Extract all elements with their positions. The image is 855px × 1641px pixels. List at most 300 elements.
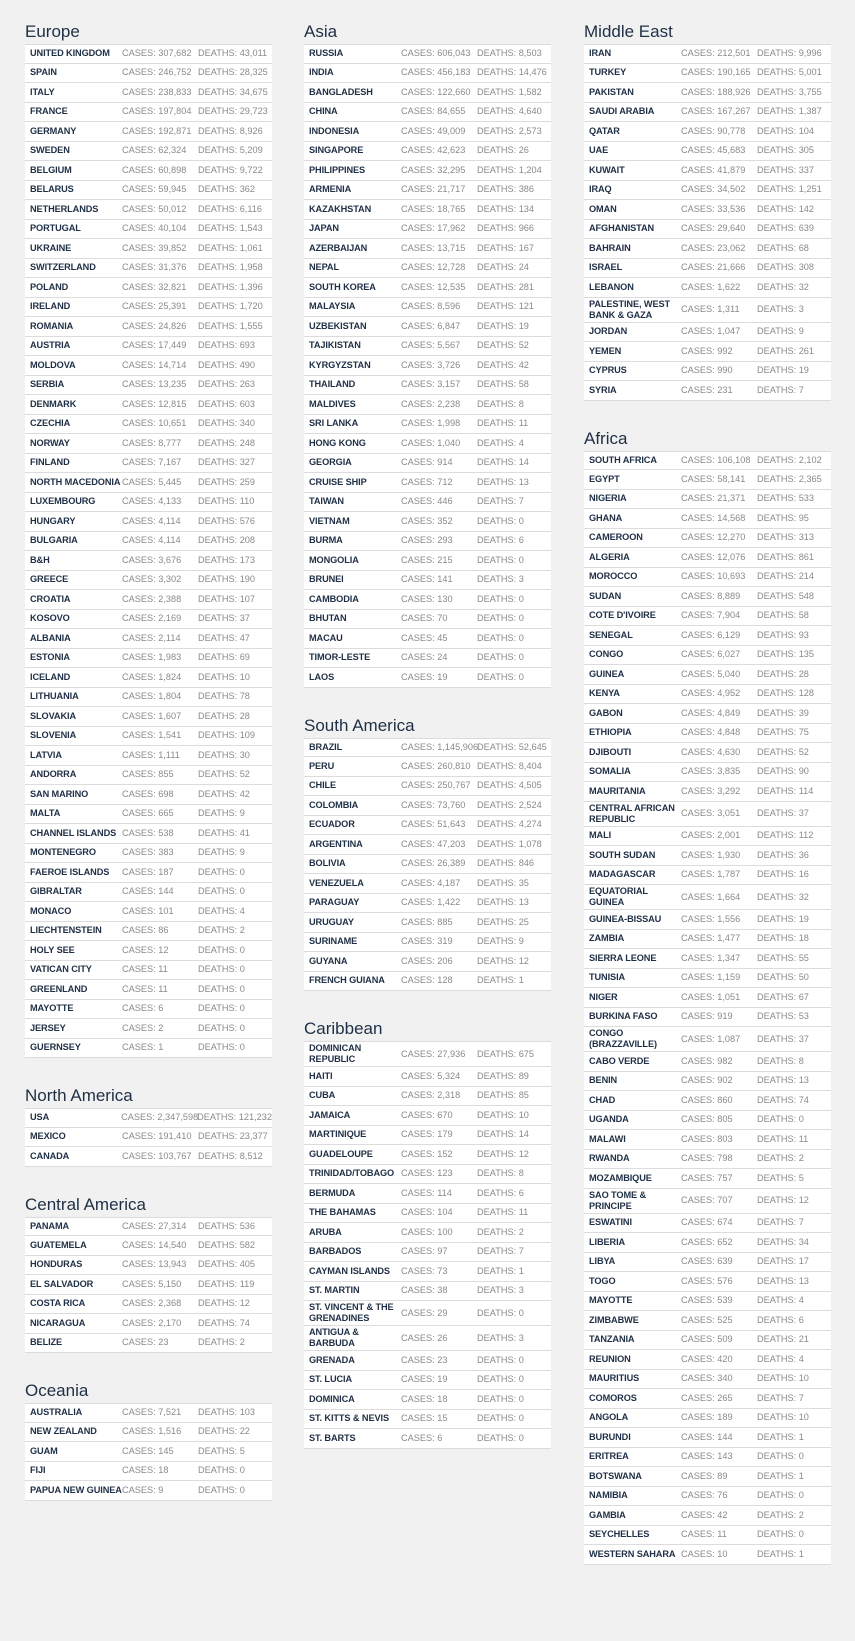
- cases-value: CASES: 1: [122, 1042, 164, 1053]
- country-name: MAURITIUS: [589, 1373, 640, 1384]
- country-name: ARGENTINA: [309, 838, 363, 849]
- deaths-value: DEATHS: 0: [198, 886, 245, 897]
- deaths-value: DEATHS: 548: [757, 590, 815, 601]
- table-row: [584, 1233, 831, 1253]
- cases-value: CASES: 5,567: [401, 340, 461, 351]
- country-name: LUXEMBOURG: [30, 496, 96, 507]
- cases-value: CASES: 17,962: [401, 223, 466, 234]
- deaths-value: DEATHS: 14: [477, 457, 529, 468]
- cases-value: CASES: 144: [122, 886, 174, 897]
- country-name: CAMBODIA: [309, 593, 359, 604]
- deaths-value: DEATHS: 16: [757, 869, 809, 880]
- country-name: WESTERN SAHARA: [589, 1548, 676, 1559]
- deaths-value: DEATHS: 74: [198, 1317, 250, 1328]
- table-row: [25, 532, 272, 552]
- table-row: [25, 785, 272, 805]
- cases-value: CASES: 14,540: [122, 1239, 187, 1250]
- table-row: [304, 571, 551, 591]
- deaths-value: DEATHS: 1,251: [757, 184, 822, 195]
- deaths-value: DEATHS: 3: [477, 1285, 524, 1296]
- section-middle-east: [584, 22, 831, 401]
- cases-value: CASES: 1,930: [681, 849, 741, 860]
- country-name: MONACO: [30, 905, 72, 916]
- deaths-value: DEATHS: 7: [757, 1392, 804, 1403]
- deaths-value: DEATHS: 37: [198, 613, 250, 624]
- deaths-value: DEATHS: 1,078: [477, 838, 542, 849]
- deaths-value: DEATHS: 12: [477, 1148, 529, 1159]
- table-row: [304, 913, 551, 933]
- deaths-value: DEATHS: 11: [757, 1133, 809, 1144]
- country-name: FRENCH GUIANA: [309, 975, 385, 986]
- cases-value: CASES: 8,777: [122, 437, 182, 448]
- table-row: [304, 649, 551, 669]
- deaths-value: DEATHS: 0: [757, 1490, 804, 1501]
- country-name: NIGER: [589, 991, 618, 1002]
- table-row: [584, 323, 831, 343]
- deaths-value: DEATHS: 4,274: [477, 819, 542, 830]
- cases-value: CASES: 7,167: [122, 457, 182, 468]
- country-table: [304, 738, 551, 992]
- table-row: [584, 1272, 831, 1292]
- table-row: [304, 1262, 551, 1282]
- deaths-value: DEATHS: 5: [757, 1172, 804, 1183]
- deaths-value: DEATHS: 112: [757, 830, 814, 841]
- deaths-value: DEATHS: 55: [757, 952, 809, 963]
- table-row: [25, 824, 272, 844]
- cases-value: CASES: 9: [122, 1484, 164, 1495]
- cases-value: CASES: 319: [401, 936, 453, 947]
- section-oceania: [25, 1381, 272, 1501]
- deaths-value: DEATHS: 13: [477, 897, 529, 908]
- table-row: [25, 473, 272, 493]
- deaths-value: DEATHS: 43,011: [198, 48, 268, 59]
- table-row: [584, 1506, 831, 1526]
- deaths-value: DEATHS: 10: [198, 671, 250, 682]
- table-row: [25, 980, 272, 1000]
- cases-value: CASES: 17,449: [122, 340, 187, 351]
- country-name: MACAU: [309, 632, 343, 643]
- country-name: LAOS: [309, 671, 335, 682]
- country-name: ARUBA: [309, 1226, 342, 1237]
- country-name: LATVIA: [30, 749, 62, 760]
- country-name: SAUDI ARABIA: [589, 106, 655, 117]
- cases-value: CASES: 32,295: [401, 164, 466, 175]
- table-row: [584, 1487, 831, 1507]
- table-row: [584, 200, 831, 220]
- cases-value: CASES: 21,717: [401, 184, 466, 195]
- country-name: PAPUA NEW GUINEA: [30, 1484, 122, 1495]
- country-name: GREENLAND: [30, 983, 88, 994]
- country-name: ANDORRA: [30, 769, 77, 780]
- cases-value: CASES: 103,767: [122, 1150, 192, 1161]
- table-row: [25, 1108, 272, 1128]
- cases-value: CASES: 250,767: [401, 780, 471, 791]
- section-north-america: [25, 1086, 272, 1167]
- cases-value: CASES: 509: [681, 1334, 733, 1345]
- section-europe: [25, 22, 272, 1058]
- country-name: SWITZERLAND: [30, 262, 96, 273]
- table-row: [584, 1467, 831, 1487]
- cases-value: CASES: 11: [681, 1529, 727, 1540]
- country-name: BURKINA FASO: [589, 1011, 658, 1022]
- country-name: BURMA: [309, 535, 343, 546]
- table-row: [25, 668, 272, 688]
- deaths-value: DEATHS: 67: [757, 991, 809, 1002]
- table-row: [304, 1165, 551, 1185]
- country-name: UNITED KINGDOM: [30, 48, 110, 59]
- cases-value: CASES: 2,169: [122, 613, 182, 624]
- table-row: [584, 1253, 831, 1273]
- cases-value: CASES: 24,826: [122, 320, 187, 331]
- cases-value: CASES: 13,235: [122, 379, 187, 390]
- cases-value: CASES: 2,238: [401, 398, 461, 409]
- country-name: LIBYA: [589, 1256, 616, 1267]
- country-name: VENEZUELA: [309, 877, 364, 888]
- cases-value: CASES: 179: [401, 1129, 453, 1140]
- country-name: EGYPT: [589, 473, 620, 484]
- country-name: COLOMBIA: [309, 799, 359, 810]
- cases-value: CASES: 1,824: [122, 671, 182, 682]
- cases-value: CASES: 206: [401, 955, 453, 966]
- deaths-value: DEATHS: 12: [757, 1195, 809, 1205]
- deaths-value: DEATHS: 1: [757, 1548, 804, 1559]
- cases-value: CASES: 525: [681, 1314, 733, 1325]
- country-name: NEPAL: [309, 262, 339, 273]
- table-row: [584, 1526, 831, 1546]
- deaths-value: DEATHS: 8: [477, 398, 524, 409]
- cases-value: CASES: 13,715: [401, 242, 466, 253]
- cases-value: CASES: 106,108: [681, 454, 751, 465]
- country-name: PHILIPPINES: [309, 164, 366, 175]
- table-row: [25, 64, 272, 84]
- cases-value: CASES: 6: [122, 1003, 164, 1014]
- table-row: [304, 835, 551, 855]
- country-name: SURINAME: [309, 936, 358, 947]
- country-name: CONGO (BRAZZAVILLE): [589, 1028, 657, 1049]
- table-row: [584, 220, 831, 240]
- country-table: [584, 451, 831, 1565]
- cases-value: CASES: 5,040: [681, 668, 741, 679]
- deaths-value: DEATHS: 7: [757, 1217, 804, 1228]
- country-name: ZIMBABWE: [589, 1314, 639, 1325]
- country-name: HOLY SEE: [30, 944, 75, 955]
- country-name: JAMAICA: [309, 1109, 351, 1120]
- cases-value: CASES: 62,324: [122, 145, 187, 156]
- table-row: [584, 704, 831, 724]
- cases-value: CASES: 188,926: [681, 86, 751, 97]
- cases-value: CASES: 4,133: [122, 496, 182, 507]
- table-row: [304, 855, 551, 875]
- deaths-value: DEATHS: 2: [198, 925, 245, 936]
- deaths-value: DEATHS: 308: [757, 262, 815, 273]
- deaths-value: DEATHS: 0: [198, 983, 245, 994]
- country-name: MARTINIQUE: [309, 1129, 367, 1140]
- table-row: [304, 1106, 551, 1126]
- table-row: [584, 930, 831, 950]
- deaths-value: DEATHS: 536: [198, 1220, 256, 1231]
- table-row: [584, 1428, 831, 1448]
- table-row: [584, 161, 831, 181]
- table-row: [304, 161, 551, 181]
- table-row: [304, 894, 551, 914]
- cases-value: CASES: 60,898: [122, 164, 187, 175]
- table-row: [25, 727, 272, 747]
- section-south-america: [304, 716, 551, 992]
- table-row: [304, 122, 551, 142]
- cases-value: CASES: 187: [122, 866, 174, 877]
- country-name: NORWAY: [30, 437, 70, 448]
- deaths-value: DEATHS: 121: [477, 301, 535, 312]
- table-row: [584, 1389, 831, 1409]
- cases-value: CASES: 3,835: [681, 766, 741, 777]
- deaths-value: DEATHS: 0: [198, 1042, 245, 1053]
- deaths-value: DEATHS: 261: [757, 345, 815, 356]
- deaths-value: DEATHS: 25: [477, 916, 529, 927]
- deaths-value: DEATHS: 1: [757, 1470, 804, 1481]
- country-name: MALI: [589, 830, 612, 841]
- table-row: [304, 1087, 551, 1107]
- cases-value: CASES: 1,516: [122, 1426, 182, 1437]
- table-row: [584, 763, 831, 783]
- table-row: [584, 1150, 831, 1170]
- table-row: [584, 1008, 831, 1028]
- cases-value: CASES: 10,693: [681, 571, 746, 582]
- section-africa: [584, 429, 831, 1565]
- deaths-value: DEATHS: 18: [757, 933, 809, 944]
- deaths-value: DEATHS: 0: [477, 515, 524, 526]
- table-row: [304, 512, 551, 532]
- cases-value: CASES: 89: [681, 1470, 728, 1481]
- cases-value: CASES: 805: [681, 1114, 733, 1125]
- country-name: NIGERIA: [589, 493, 627, 504]
- table-row: [25, 961, 272, 981]
- deaths-value: DEATHS: 8,512: [198, 1150, 263, 1161]
- deaths-value: DEATHS: 0: [198, 1022, 245, 1033]
- country-name: TUNISIA: [589, 972, 626, 983]
- table-row: [304, 1145, 551, 1165]
- deaths-value: DEATHS: 29,723: [198, 106, 268, 117]
- table-row: [584, 362, 831, 382]
- section-caribbean: [304, 1019, 551, 1449]
- cases-value: CASES: 18: [401, 1393, 448, 1404]
- country-name: CENTRAL AFRICAN REPUBLIC: [589, 802, 675, 824]
- country-name: SPAIN: [30, 67, 57, 78]
- country-name: NEW ZEALAND: [30, 1426, 97, 1437]
- table-row: [25, 239, 272, 259]
- country-name: MADAGASCAR: [589, 869, 656, 880]
- deaths-value: DEATHS: 281: [477, 281, 535, 292]
- cases-value: CASES: 1,040: [401, 437, 461, 448]
- table-row: [304, 629, 551, 649]
- country-name: BRUNEI: [309, 574, 344, 585]
- table-row: [584, 1111, 831, 1131]
- cases-value: CASES: 2,001: [681, 830, 741, 841]
- cases-value: CASES: 5,150: [122, 1278, 182, 1289]
- deaths-value: DEATHS: 0: [477, 652, 524, 663]
- deaths-value: DEATHS: 3: [757, 304, 804, 314]
- country-name: GREECE: [30, 574, 69, 585]
- country-name: YEMEN: [589, 345, 622, 356]
- table-row: [304, 239, 551, 259]
- table-row: [25, 317, 272, 337]
- table-row: [25, 590, 272, 610]
- country-name: B&H: [30, 554, 50, 565]
- table-row: [584, 910, 831, 930]
- country-name: COTE D'IVOIRE: [589, 610, 656, 621]
- cases-value: CASES: 197,804: [122, 106, 192, 117]
- deaths-value: DEATHS: 2: [198, 1337, 245, 1348]
- deaths-value: DEATHS: 5,209: [198, 145, 263, 156]
- deaths-value: DEATHS: 0: [477, 632, 524, 643]
- country-name: SLOVAKIA: [30, 710, 76, 721]
- table-row: [25, 259, 272, 279]
- table-row: [25, 1236, 272, 1256]
- cases-value: CASES: 1,787: [681, 869, 741, 880]
- deaths-value: DEATHS: 134: [477, 203, 535, 214]
- deaths-value: DEATHS: 0: [198, 944, 245, 955]
- deaths-value: DEATHS: 313: [757, 532, 815, 543]
- deaths-value: DEATHS: 9: [477, 936, 524, 947]
- deaths-value: DEATHS: 12: [198, 1298, 250, 1309]
- country-name: MAYOTTE: [589, 1295, 633, 1306]
- table-row: [584, 568, 831, 588]
- table-row: [25, 766, 272, 786]
- table-row: [304, 1326, 551, 1351]
- country-table: [25, 44, 272, 1058]
- table-row: [304, 610, 551, 630]
- cases-value: CASES: 32,821: [122, 281, 187, 292]
- table-row: [584, 509, 831, 529]
- cases-value: CASES: 6,847: [401, 320, 461, 331]
- cases-value: CASES: 6: [401, 1432, 443, 1443]
- table-row: [25, 1423, 272, 1443]
- table-row: [304, 816, 551, 836]
- deaths-value: DEATHS: 34: [757, 1236, 809, 1247]
- country-name: BENIN: [589, 1075, 618, 1086]
- table-row: [304, 1351, 551, 1371]
- table-row: [25, 844, 272, 864]
- table-row: [584, 83, 831, 103]
- cases-value: CASES: 4,630: [681, 746, 741, 757]
- cases-value: CASES: 919: [681, 1011, 733, 1022]
- country-name: INDONESIA: [309, 125, 360, 136]
- country-name: ITALY: [30, 86, 55, 97]
- cases-value: CASES: 29: [401, 1307, 448, 1318]
- deaths-value: DEATHS: 19: [757, 913, 809, 924]
- deaths-value: DEATHS: 103: [198, 1407, 256, 1418]
- section-title: North America: [25, 1086, 133, 1105]
- country-name: BURUNDI: [589, 1431, 631, 1442]
- table-row: [25, 44, 272, 64]
- cases-value: CASES: 1,607: [122, 710, 182, 721]
- deaths-value: DEATHS: 2,365: [757, 473, 822, 484]
- cases-value: CASES: 50,012: [122, 203, 187, 214]
- cases-value: CASES: 576: [681, 1275, 733, 1286]
- country-name: FIJI: [30, 1465, 46, 1476]
- cases-value: CASES: 12,815: [122, 398, 187, 409]
- country-name: ROMANIA: [30, 320, 74, 331]
- deaths-value: DEATHS: 1,582: [477, 86, 542, 97]
- table-row: [304, 738, 551, 758]
- deaths-value: DEATHS: 1,543: [198, 223, 263, 234]
- deaths-value: DEATHS: 85: [477, 1090, 529, 1101]
- table-row: [304, 376, 551, 396]
- country-name: LIECHTENSTEIN: [30, 925, 102, 936]
- deaths-value: DEATHS: 11: [477, 1207, 529, 1218]
- country-name: URUGUAY: [309, 916, 354, 927]
- country-name: SWEDEN: [30, 145, 70, 156]
- cases-value: CASES: 2,347,598: [121, 1112, 199, 1123]
- country-name: MALTA: [30, 808, 61, 819]
- cases-value: CASES: 51,643: [401, 819, 466, 830]
- country-name: SAO TOME & PRINCIPE: [589, 1189, 647, 1211]
- table-row: [25, 376, 272, 396]
- country-name: NAMIBIA: [589, 1490, 628, 1501]
- deaths-value: DEATHS: 19: [477, 320, 529, 331]
- country-name: MALAYSIA: [309, 301, 356, 312]
- table-row: [584, 724, 831, 744]
- cases-value: CASES: 260,810: [401, 760, 471, 771]
- cases-value: CASES: 190,165: [681, 67, 751, 78]
- deaths-value: DEATHS: 263: [198, 379, 256, 390]
- table-row: [584, 64, 831, 84]
- table-row: [25, 551, 272, 571]
- deaths-value: DEATHS: 22: [198, 1426, 250, 1437]
- table-row: [584, 846, 831, 866]
- country-name: ST. VINCENT & THE GRENADINES: [309, 1302, 394, 1323]
- deaths-value: DEATHS: 93: [757, 629, 809, 640]
- table-row: [584, 802, 831, 827]
- deaths-value: DEATHS: 4: [477, 437, 524, 448]
- country-name: ICELAND: [30, 671, 71, 682]
- deaths-value: DEATHS: 78: [198, 691, 250, 702]
- cases-value: CASES: 114: [401, 1187, 452, 1198]
- deaths-value: DEATHS: 1,204: [477, 164, 542, 175]
- country-name: DENMARK: [30, 398, 77, 409]
- deaths-value: DEATHS: 74: [757, 1094, 809, 1105]
- deaths-value: DEATHS: 10: [757, 1373, 809, 1384]
- table-row: [584, 743, 831, 763]
- country-name: PERU: [309, 760, 335, 771]
- cases-value: CASES: 13,943: [122, 1259, 187, 1270]
- table-row: [304, 668, 551, 688]
- country-name: KENYA: [589, 688, 620, 699]
- cases-value: CASES: 100: [401, 1226, 453, 1237]
- deaths-value: DEATHS: 58: [757, 610, 809, 621]
- deaths-value: DEATHS: 52: [757, 746, 809, 757]
- table-row: [584, 1545, 831, 1565]
- table-row: [584, 142, 831, 162]
- cases-value: CASES: 26: [401, 1332, 448, 1343]
- deaths-value: DEATHS: 37: [757, 1033, 809, 1044]
- cases-value: CASES: 21,666: [681, 262, 746, 273]
- deaths-value: DEATHS: 2: [757, 1509, 804, 1520]
- table-row: [584, 490, 831, 510]
- table-row: [304, 532, 551, 552]
- country-name: HAITI: [309, 1070, 333, 1081]
- table-row: [25, 1481, 272, 1501]
- cases-value: CASES: 674: [681, 1217, 733, 1228]
- cases-value: CASES: 420: [681, 1353, 733, 1364]
- country-name: PORTUGAL: [30, 223, 81, 234]
- table-row: [25, 103, 272, 123]
- country-name: ERITREA: [589, 1451, 629, 1462]
- deaths-value: DEATHS: 8: [757, 1055, 804, 1066]
- cases-value: CASES: 3,292: [681, 785, 741, 796]
- deaths-value: DEATHS: 1: [757, 1431, 804, 1442]
- country-name: GABON: [589, 707, 623, 718]
- table-row: [25, 688, 272, 708]
